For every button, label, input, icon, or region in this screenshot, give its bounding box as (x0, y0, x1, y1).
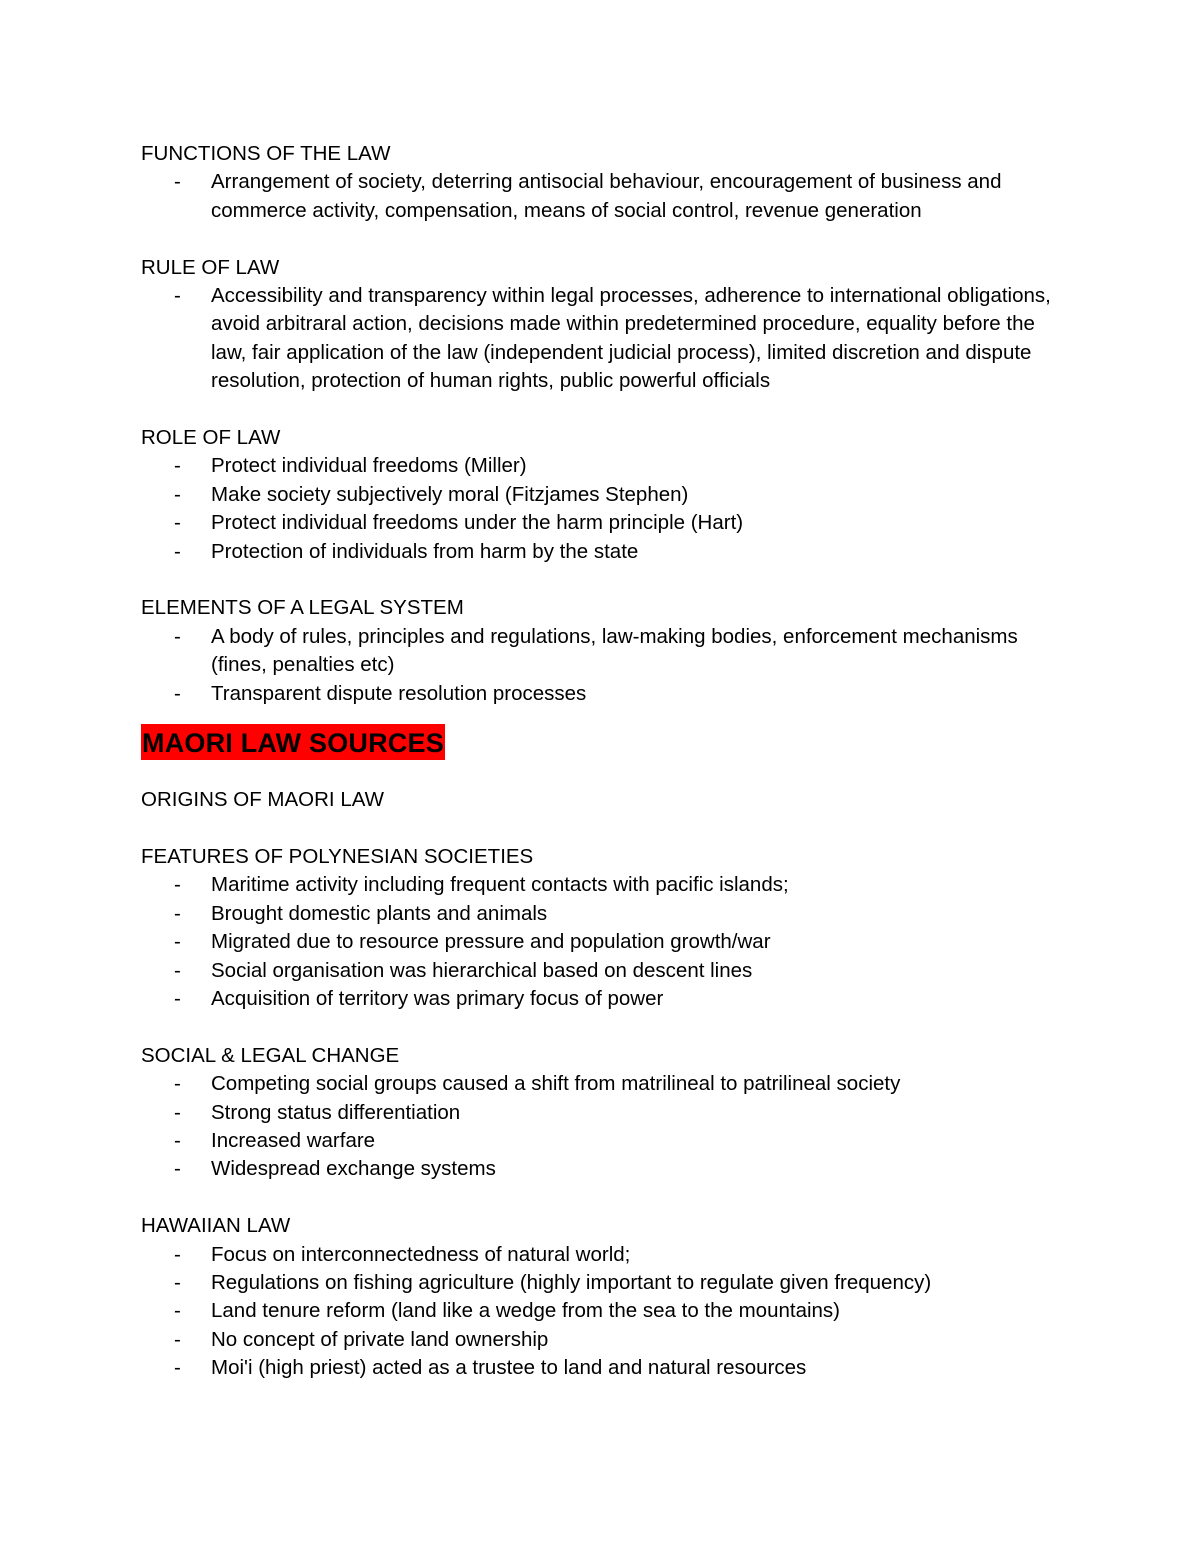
list-item-text: Protect individual freedoms under the harm principle (Hart) (211, 511, 744, 535)
list-item-text: Migrated due to resource pressure and population growth/war (211, 930, 771, 954)
bullet-dash: - (174, 539, 181, 563)
list-item (141, 538, 1061, 566)
section-heading: ROLE OF LAW (141, 426, 281, 450)
bullet-list (141, 623, 1061, 708)
list-item-text: A body of rules, principles and regulations, law-making bodies, enforcement mechanisms (fines, penalties etc) (211, 624, 1018, 677)
paragraph-spacer (141, 1184, 1061, 1212)
section-hawaiian-law (141, 1212, 1061, 1382)
list-item (141, 1241, 1061, 1269)
section-functions-of-the-law (141, 140, 1061, 225)
list-item (141, 481, 1061, 509)
paragraph-spacer (141, 225, 1061, 253)
section-banner-maori-law-sources: MAORI LAW SOURCES (141, 724, 445, 760)
section-heading: SOCIAL & LEGAL CHANGE (141, 1043, 400, 1067)
bullet-dash: - (174, 624, 181, 648)
list-item-text: Increased warfare (211, 1128, 376, 1152)
bullet-list (141, 168, 1061, 225)
list-item (141, 623, 1061, 680)
bullet-list (141, 282, 1061, 396)
list-item (141, 957, 1061, 985)
list-item-text: Protection of individuals from harm by the state (211, 539, 639, 563)
list-item-text: Transparent dispute resolution processes (211, 681, 587, 705)
paragraph-spacer (141, 566, 1061, 594)
bullet-dash: - (174, 1128, 181, 1152)
bullet-list (141, 1241, 1061, 1383)
list-item-text: Focus on interconnectedness of natural world; (211, 1242, 631, 1266)
section-social-legal-change (141, 1042, 1061, 1184)
section-heading: HAWAIIAN LAW (141, 1214, 291, 1238)
list-item (141, 1099, 1061, 1127)
banner-wrapper (141, 724, 1061, 764)
bullet-list (141, 871, 1061, 1013)
bullet-dash: - (174, 930, 181, 954)
bullet-list (141, 452, 1061, 566)
bullet-dash: - (174, 1356, 181, 1380)
list-item (141, 1155, 1061, 1183)
bullet-list (141, 1070, 1061, 1184)
section-heading: FUNCTIONS OF THE LAW (141, 142, 391, 165)
list-item (141, 680, 1061, 708)
list-item-text: Competing social groups caused a shift from matrilineal to patrilineal society (211, 1072, 901, 1096)
paragraph-spacer (141, 1013, 1061, 1041)
bullet-dash: - (174, 1299, 181, 1323)
bullet-dash: - (174, 482, 181, 506)
list-item (141, 1269, 1061, 1297)
list-item-text: Arrangement of society, deterring antisocial behaviour, encouragement of business and commerce activity, compensation, means of social control, revenue generation (211, 170, 1002, 222)
list-item-text: Brought domestic plants and animals (211, 901, 548, 925)
bullet-dash: - (174, 901, 181, 925)
list-item (141, 1326, 1061, 1354)
bullet-dash: - (174, 1270, 181, 1294)
bullet-dash: - (174, 1072, 181, 1096)
list-item-text: No concept of private land ownership (211, 1327, 549, 1351)
list-item (141, 928, 1061, 956)
list-item-text: Maritime activity including frequent contacts with pacific islands; (211, 873, 789, 897)
section-heading: RULE OF LAW (141, 255, 280, 279)
list-item-text: Land tenure reform (land like a wedge from the sea to the mountains) (211, 1299, 841, 1323)
list-item-text: Protect individual freedoms (Miller) (211, 454, 527, 478)
bullet-dash: - (174, 284, 181, 308)
list-item-text: Social organisation was hierarchical based on descent lines (211, 958, 753, 982)
section-elements-of-a-legal-system (141, 594, 1061, 708)
list-item (141, 1070, 1061, 1098)
bullet-dash: - (174, 986, 181, 1010)
document-body (141, 140, 1061, 1383)
sections-part-2 (141, 786, 1061, 1382)
list-item-text: Widespread exchange systems (211, 1157, 496, 1181)
section-role-of-law (141, 424, 1061, 566)
list-item (141, 168, 1061, 225)
paragraph-spacer (141, 396, 1061, 424)
bullet-dash: - (174, 681, 181, 705)
list-item-text: Make society subjectively moral (Fitzjames Stephen) (211, 482, 689, 506)
sections-part-1 (141, 140, 1061, 708)
list-item-text: Regulations on fishing agriculture (highly important to regulate given frequency) (211, 1270, 932, 1294)
list-item-text: Strong status differentiation (211, 1100, 461, 1124)
list-item (141, 282, 1061, 396)
bullet-dash: - (174, 511, 181, 535)
section-features-of-polynesian-societies (141, 843, 1061, 1013)
list-item (141, 1354, 1061, 1382)
list-item (141, 1297, 1061, 1325)
list-item (141, 509, 1061, 537)
bullet-dash: - (174, 958, 181, 982)
list-item-text: Accessibility and transparency within legal processes, adherence to international obligations, avoid arbitraral action, decisions made within predetermined procedure, equality before the law, fair application of the law (independent judicial process), limited discretion and dispute resolution, protection of human rights, public powerful officials (211, 284, 1051, 393)
bullet-dash: - (174, 1242, 181, 1266)
bullet-dash: - (174, 1100, 181, 1124)
list-item-text: Acquisition of territory was primary focus of power (211, 986, 664, 1010)
section-heading: ORIGINS OF MAORI LAW (141, 788, 384, 812)
paragraph-spacer (141, 814, 1061, 842)
bullet-dash: - (174, 170, 181, 194)
section-rule-of-law (141, 254, 1061, 396)
list-item (141, 900, 1061, 928)
bullet-dash: - (174, 454, 181, 478)
bullet-dash: - (174, 873, 181, 897)
list-item (141, 1127, 1061, 1155)
bullet-dash: - (174, 1157, 181, 1181)
list-item (141, 871, 1061, 899)
section-origins-of-maori-law (141, 786, 1061, 814)
section-heading: ELEMENTS OF A LEGAL SYSTEM (141, 596, 464, 620)
list-item (141, 985, 1061, 1013)
section-heading: FEATURES OF POLYNESIAN SOCIETIES (141, 844, 534, 868)
list-item (141, 452, 1061, 480)
list-item-text: Moi'i (high priest) acted as a trustee to land and natural resources (211, 1356, 807, 1380)
bullet-dash: - (174, 1327, 181, 1351)
